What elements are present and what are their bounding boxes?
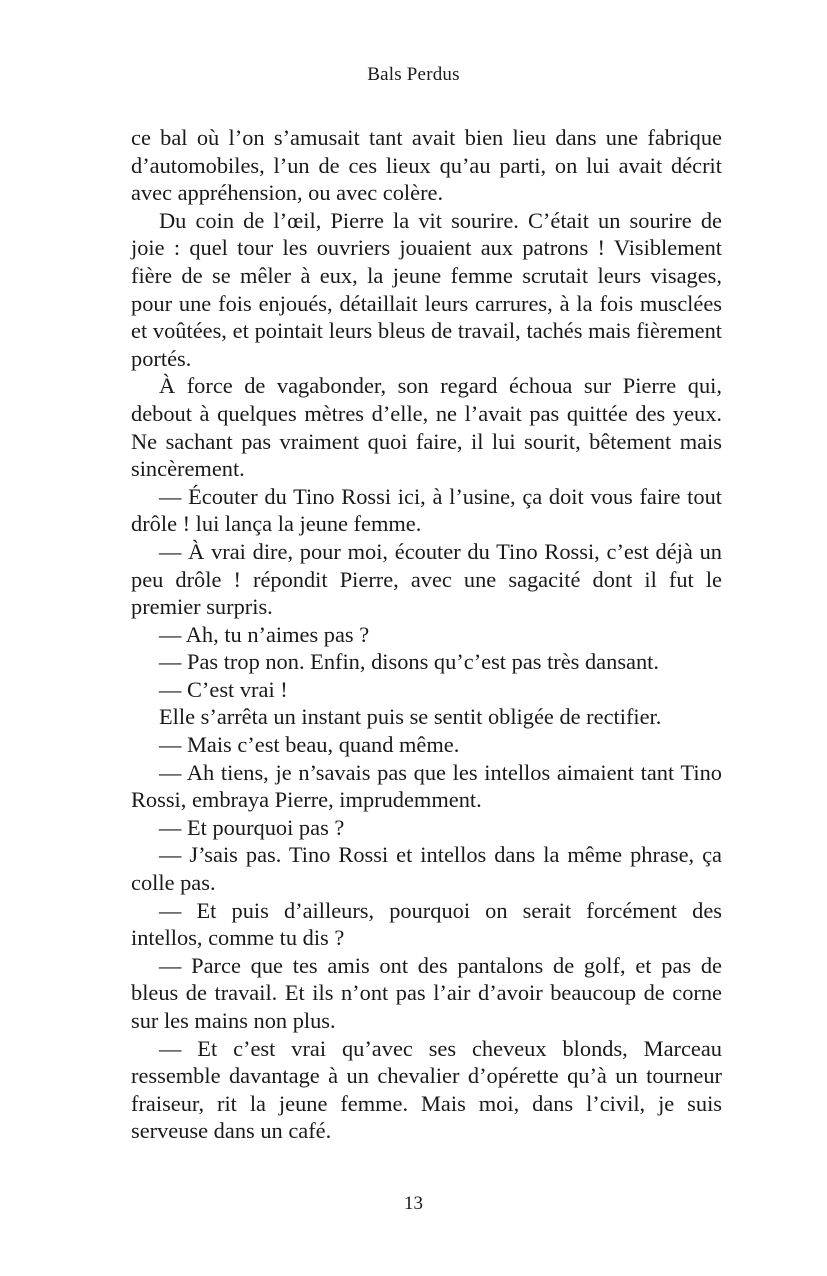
dialogue-line: — Parce que tes amis ont des pantalons de golf, et pas de bleus de travail. Et ils n’ont pas l’air d’avoir beaucoup de corne sur les mains non plus. bbox=[131, 952, 722, 1033]
body-text bbox=[131, 124, 722, 1145]
dialogue-line: — C’est vrai ! bbox=[159, 676, 288, 702]
dialogue-line: — À vrai dire, pour moi, écouter du Tino Rossi, c’est déjà un peu drôle ! répondit Pierre, avec une sagacité dont il fut le premier surpris. bbox=[131, 538, 722, 620]
dialogue-line: — Et c’est vrai qu’avec ses cheveux blonds, Marceau ressemble davantage à un chevalier d’opérette qu’à un tourneur fraiseur, rit la jeune femme. Mais moi, dans l’civil, je suis serveuse dans un café. bbox=[131, 1035, 722, 1144]
dialogue-line: — Et pourquoi pas ? bbox=[159, 814, 345, 840]
dialogue-line: — Ah tiens, je n’savais pas que les intellos aimaient tant Tino Rossi, embraya Pierre, imprudemment. bbox=[131, 759, 722, 813]
dialogue-line: — Pas trop non. Enfin, disons qu’c’est pas très dansant. bbox=[159, 649, 659, 675]
paragraph: Elle s’arrêta un instant puis se sentit obligée de rectifier. bbox=[159, 704, 662, 730]
dialogue-line: — J’sais pas. Tino Rossi et intellos dans la même phrase, ça colle pas. bbox=[131, 842, 722, 896]
paragraph: Du coin de l’œil, Pierre la vit sourire. C’était un sourire de joie : quel tour les ouvriers jouaient aux patrons ! Visiblement fière de se mêler à eux, la jeune femme scrutait leurs visages, pour une fois enjoués, détaillait leurs carrures, à la fois musclées et voûtées, et pointait leurs bleus de travail, tachés mais fièrement portés. bbox=[131, 207, 722, 371]
page-number: 13 bbox=[404, 1193, 423, 1214]
paragraph: À force de vagabonder, son regard échoua sur Pierre qui, debout à quelques mètres d’elle, ne l’avait pas quittée des yeux. Ne sachant pas vraiment quoi faire, il lui sourit, bêtement mais sincèrement. bbox=[131, 373, 722, 482]
dialogue-line: — Et puis d’ailleurs, pourquoi on serait forcément des intellos, comme tu dis ? bbox=[131, 897, 722, 951]
paragraph: ce bal où l’on s’amusait tant avait bien lieu dans une fabrique d’automobiles, l’un de ces lieux qu’au parti, on lui avait décrit avec appréhension, ou avec colère. bbox=[131, 125, 722, 206]
dialogue-line: — Écouter du Tino Rossi ici, à l’usine, ça doit vous faire tout drôle ! lui lança la jeune femme. bbox=[131, 483, 722, 537]
running-head: Bals Perdus bbox=[367, 64, 460, 85]
dialogue-line: — Ah, tu n’aimes pas ? bbox=[159, 621, 370, 647]
dialogue-line: — Mais c’est beau, quand même. bbox=[159, 732, 460, 758]
